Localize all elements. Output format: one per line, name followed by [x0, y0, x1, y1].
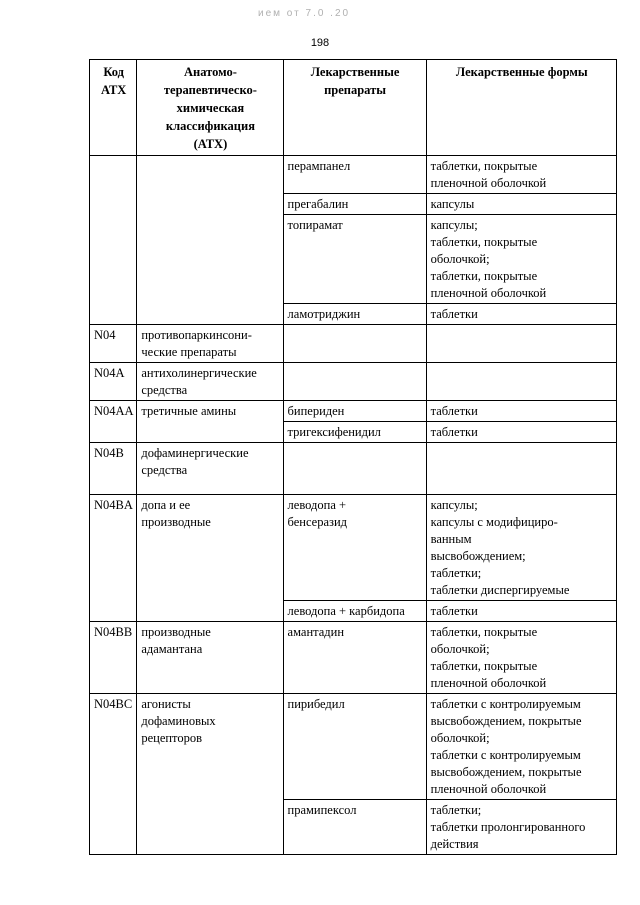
table-row: [90, 363, 617, 401]
cell-drug: прамипексол: [283, 800, 426, 855]
cell-drug: бипериден: [283, 401, 426, 422]
header-drugs: Лекарственные препараты: [283, 60, 426, 156]
table-row: [90, 325, 617, 363]
cell-classification: допа и ее производные: [137, 495, 283, 622]
cell-forms: [426, 363, 616, 401]
header-classification: Анатомо- терапевтическо- химическая классификация (АТХ): [137, 60, 283, 156]
cell-code: N04AA: [90, 401, 137, 443]
cell-drug: ламотриджин: [283, 304, 426, 325]
cell-forms: таблетки; таблетки пролонгированного действия: [426, 800, 616, 855]
cell-drug: перампанел: [283, 156, 426, 194]
cell-drug: [283, 443, 426, 495]
cell-code: N04BC: [90, 694, 137, 855]
cell-drug: [283, 363, 426, 401]
cell-forms: таблетки, покрытые оболочкой; таблетки, покрытые пленочной оболочкой: [426, 622, 616, 694]
cell-drug: леводопа + бенсеразид: [283, 495, 426, 601]
cell-drug: [283, 325, 426, 363]
table-row: [90, 443, 617, 495]
table-row: [90, 401, 617, 422]
cell-forms: таблетки, покрытые пленочной оболочкой: [426, 156, 616, 194]
document-stamp: ием от 7.0 .20: [258, 8, 351, 19]
cell-classification: третичные амины: [137, 401, 283, 443]
page-number: 198: [310, 37, 330, 49]
cell-forms: капсулы; таблетки, покрытые оболочкой; таблетки, покрытые пленочной оболочкой: [426, 215, 616, 304]
cell-forms: [426, 325, 616, 363]
cell-classification: дофаминергические средства: [137, 443, 283, 495]
cell-forms: таблетки: [426, 601, 616, 622]
cell-code: N04BA: [90, 495, 137, 622]
cell-drug: топирамат: [283, 215, 426, 304]
cell-forms: таблетки: [426, 304, 616, 325]
table-row: [90, 622, 617, 694]
cell-drug: амантадин: [283, 622, 426, 694]
table-row: [90, 495, 617, 601]
atx-drug-table: [89, 59, 617, 855]
header-forms: Лекарственные формы: [426, 60, 616, 156]
cell-forms: капсулы: [426, 194, 616, 215]
cell-classification: [137, 156, 283, 325]
cell-drug: пирибедил: [283, 694, 426, 800]
cell-drug: тригексифенидил: [283, 422, 426, 443]
cell-forms: [426, 443, 616, 495]
cell-drug: прегабалин: [283, 194, 426, 215]
table-row: [90, 694, 617, 800]
cell-code: [90, 156, 137, 325]
table-row: [90, 156, 617, 194]
cell-code: N04B: [90, 443, 137, 495]
header-code: Код АТХ: [90, 60, 137, 156]
cell-forms: таблетки: [426, 422, 616, 443]
cell-classification: агонисты дофаминовых рецепторов: [137, 694, 283, 855]
cell-forms: капсулы; капсулы с модифициро- ванным высвобождением; таблетки; таблетки диспергируемые: [426, 495, 616, 601]
table-header-row: [90, 60, 617, 156]
cell-forms: таблетки: [426, 401, 616, 422]
cell-drug: леводопа + карбидопа: [283, 601, 426, 622]
cell-forms: таблетки с контролируемым высвобождением, покрытые оболочкой; таблетки с контролируемым высвобождением, покрытые пленочной оболочкой: [426, 694, 616, 800]
cell-classification: антихолинергические средства: [137, 363, 283, 401]
cell-classification: противопаркинсони- ческие препараты: [137, 325, 283, 363]
cell-classification: производные адамантана: [137, 622, 283, 694]
cell-code: N04A: [90, 363, 137, 401]
cell-code: N04BB: [90, 622, 137, 694]
cell-code: N04: [90, 325, 137, 363]
